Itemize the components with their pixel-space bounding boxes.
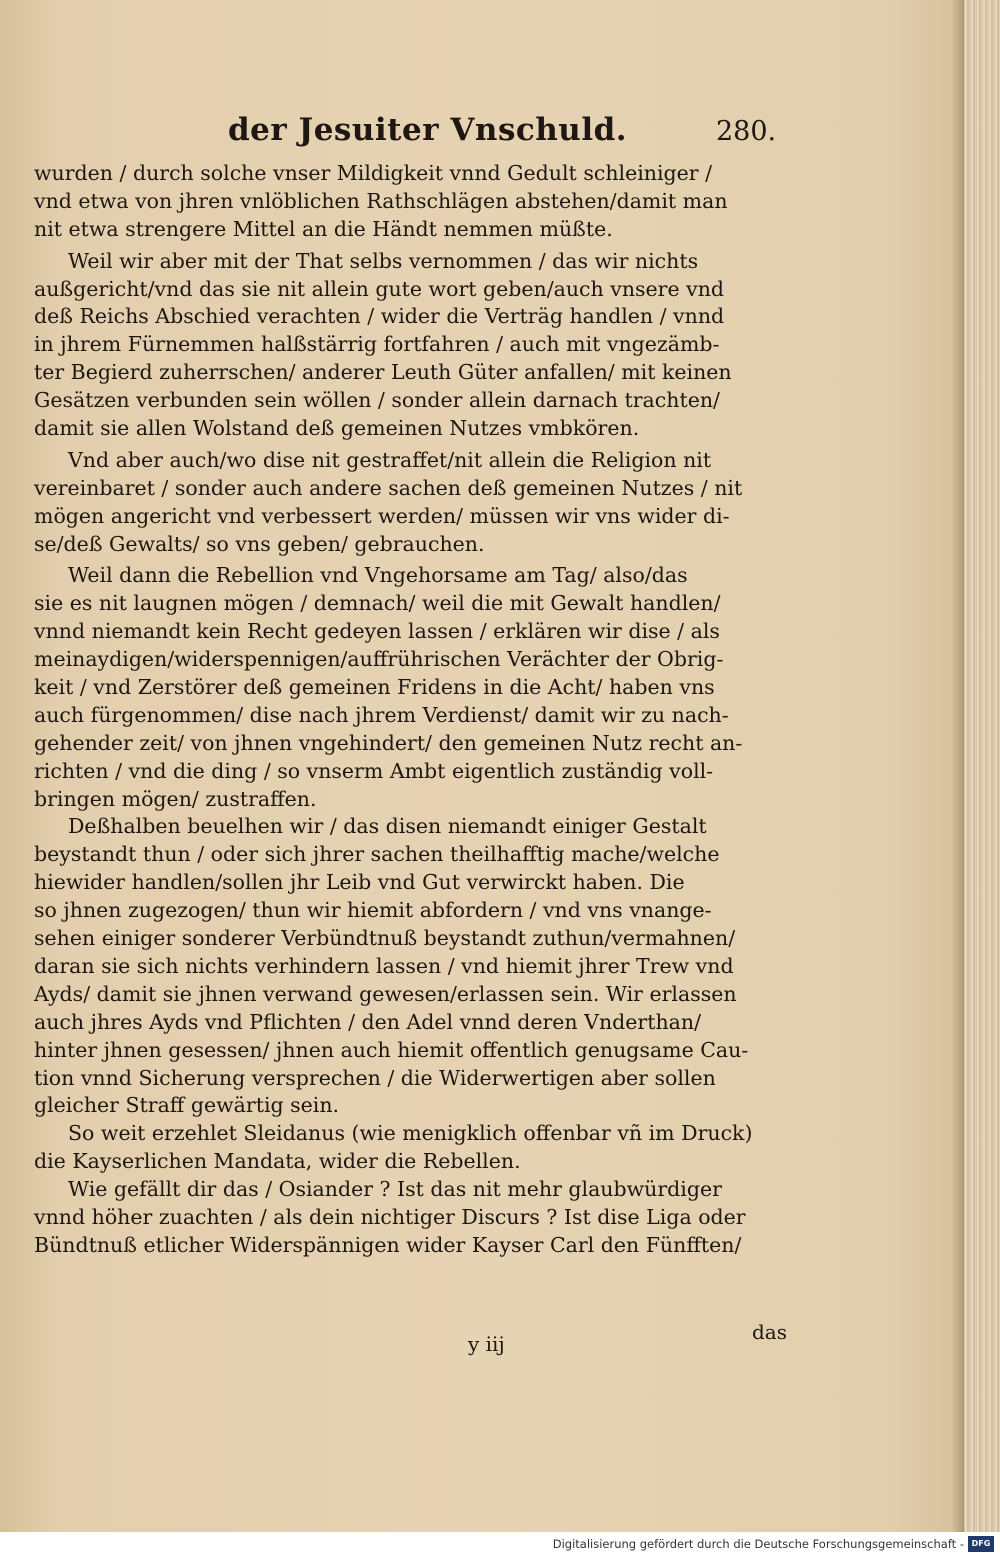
text-line: beystandt thun / oder sich jhrer sachen theilhafftig mache/welche <box>34 842 720 867</box>
credit-text: Digitalisierung gefördert durch die Deutsche Forschungsgemeinschaft - <box>552 1537 964 1551</box>
text-line: daran sie sich nichts verhindern lassen / vnd hiemit jhrer Trew vnd <box>34 953 734 978</box>
text-line: mögen angericht vnd verbessert werden/ müssen wir vns wider di- <box>34 503 730 528</box>
paragraph-first-line: So weit erzehlet Sleidanus (wie menigklich offenbar vñ im Druck) <box>68 1121 753 1146</box>
text-line: deß Reichs Abschied verachten / wider die Verträg handlen / vnnd <box>34 304 725 329</box>
text-line: wurden / durch solche vnser Mildigkeit vnnd Gedult schleiniger / <box>34 161 713 185</box>
paragraph-first-line: Deßhalben beuelhen wir / das disen niemandt einiger Gestalt <box>68 814 707 839</box>
show-through-marks <box>790 1020 830 1140</box>
page-number: 280. <box>716 116 777 147</box>
text-line: sehen einiger sonderer Verbündtnuß beystandt zuthun/vermahnen/ <box>34 926 736 951</box>
text-line: Ayds/ damit sie jhnen verwand gewesen/erlassen sein. Wir erlassen <box>34 981 737 1006</box>
text-line: Gesätzen verbunden sein wöllen / sonder allein darnach trachten/ <box>34 388 720 413</box>
text-line: ter Begierd zuherrschen/ anderer Leuth Güter anfallen/ mit keinen <box>34 360 732 385</box>
text-line: vnnd höher zuachten / als dein nichtiger Discurs ? Ist dise Liga oder <box>34 1204 746 1229</box>
text-line: Bündtnuß etlicher Widerspännigen wider Kayser Carl den Fünfften/ <box>34 1232 742 1257</box>
text-line: damit sie allen Wolstand deß gemeinen Nutzes vmbkören. <box>34 416 640 441</box>
text-line: auch fürgenommen/ dise nach jhrem Verdienst/ damit wir zu nach- <box>34 702 729 727</box>
body-text <box>34 160 786 1260</box>
text-line: richten / vnd die ding / so vnserm Ambt eigentlich zuständig voll- <box>34 758 714 783</box>
paragraph-first-line: Weil dann die Rebellion vnd Vngehorsame am Tag/ also/das <box>68 563 688 588</box>
text-line: sie es nit laugnen mögen / demnach/ weil die mit Gewalt handlen/ <box>34 591 721 616</box>
page-footer <box>0 1320 960 1372</box>
digitization-credit-bar <box>0 1532 1000 1557</box>
text-line: tion vnnd Sicherung versprechen / die Widerwertigen aber sollen <box>34 1065 716 1090</box>
text-line: vereinbaret / sonder auch andere sachen deß gemeinen Nutzes / nit <box>34 475 743 500</box>
book-page-edges <box>963 0 1000 1532</box>
signature-mark: y iij <box>468 1332 505 1356</box>
text-line: se/deß Gewalts/ so vns geben/ gebrauchen. <box>34 531 485 556</box>
text-line: vnd etwa von jhren vnlöblichen Rathschlägen abstehen/damit man <box>34 188 728 213</box>
text-line: die Kayserlichen Mandata, wider die Rebellen. <box>34 1149 521 1174</box>
text-line: in jhrem Fürnemmen halßstärrig fortfahren / auch mit vngezämb- <box>34 332 720 357</box>
text-line: hiewider handlen/sollen jhr Leib vnd Gut verwirckt haben. Die <box>34 870 685 895</box>
text-line: gleicher Straff gewärtig sein. <box>34 1093 340 1118</box>
running-head: der Jesuiter Vnschuld. <box>228 112 628 148</box>
paragraph-first-line: Wie gefällt dir das / Osiander ? Ist das nit mehr glaubwürdiger <box>68 1177 722 1202</box>
text-line: gehender zeit/ von jhnen vngehindert/ den gemeinen Nutz recht an- <box>34 730 743 755</box>
text-line: nit etwa strengere Mittel an die Händt nemmen müßte. <box>34 216 613 241</box>
text-line: vnnd niemandt kein Recht gedeyen lassen / erklären wir dise / als <box>34 619 720 644</box>
text-line: meinaydigen/widerspennigen/auffrührischen Verächter der Obrig- <box>34 647 724 672</box>
text-line: hinter jhnen gesessen/ jhnen auch hiemit offentlich genugsame Cau- <box>34 1037 749 1062</box>
paragraph-first-line: Weil wir aber mit der That selbs vernommen / das wir nichts <box>68 248 699 273</box>
catchword: das <box>752 1320 787 1344</box>
paragraph-first-line: Vnd aber auch/wo dise nit gestraffet/nit allein die Religion nit <box>68 447 712 472</box>
dfg-logo: DFG <box>968 1536 994 1552</box>
text-line: keit / vnd Zerstörer deß gemeinen Fridens in die Acht/ haben vns <box>34 675 715 700</box>
text-line: so jhnen zugezogen/ thun wir hiemit abfordern / vnd vns vnange- <box>34 898 712 923</box>
text-line: bringen mögen/ zustraffen. <box>34 786 317 811</box>
text-line: außgericht/vnd das sie nit allein gute wort geben/auch vnsere vnd <box>34 276 725 301</box>
text-line: auch jhres Ayds vnd Pflichten / den Adel vnnd deren Vnderthan/ <box>34 1009 701 1034</box>
page-header <box>0 112 960 158</box>
